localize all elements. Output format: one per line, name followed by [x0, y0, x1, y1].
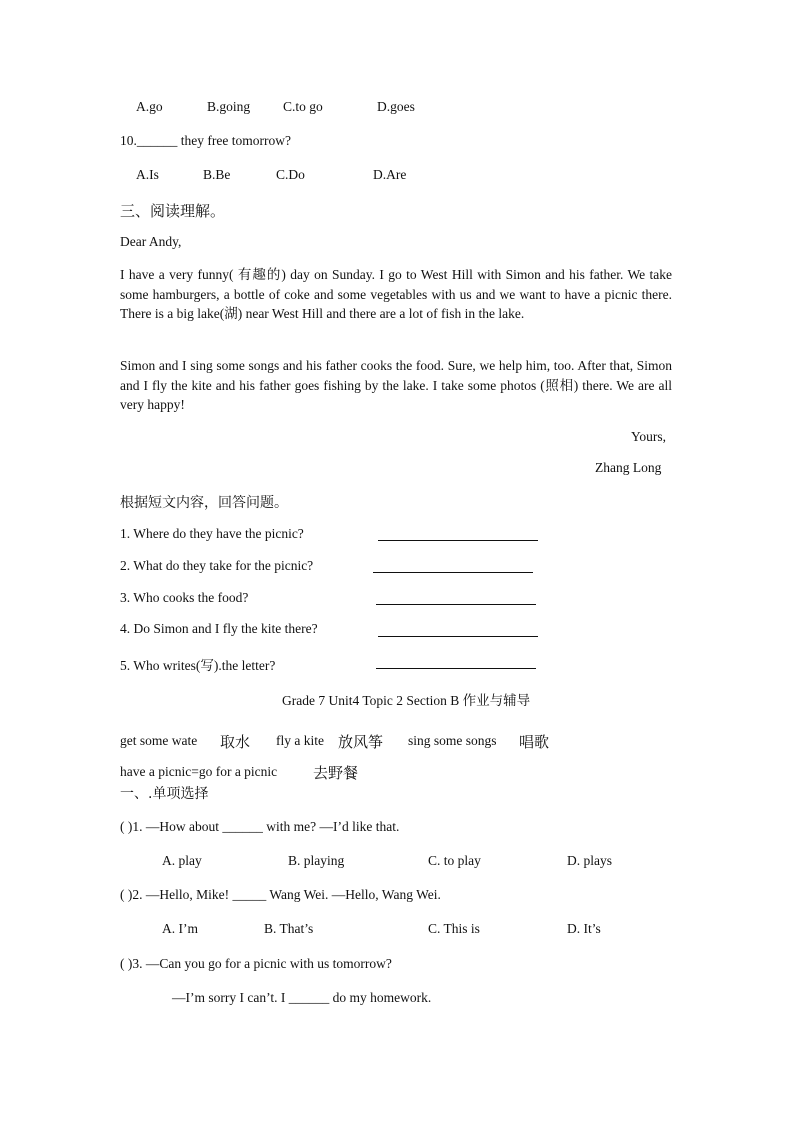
phrase-3-en: sing some songs — [408, 733, 497, 748]
choice-item-2 — [120, 887, 441, 903]
letter-salutation: Dear Andy, — [120, 234, 182, 249]
q10-option-c: C.Do — [276, 167, 305, 182]
answer-line-2[interactable] — [373, 572, 533, 573]
letter-closing: Yours, — [631, 429, 667, 444]
answer-line-1[interactable] — [378, 540, 538, 541]
phrase-2-en: fly a kite — [276, 733, 324, 748]
choice-1-option-d: D. plays — [567, 853, 612, 868]
reading-instruction: 根据短文内容，回答问题。 — [120, 495, 288, 511]
q10-option-b: B.Be — [203, 167, 231, 182]
q9-option-d: D.goes — [377, 99, 415, 114]
phrase-2-cn: 放风筝 — [338, 733, 384, 751]
q9-option-a: A.go — [136, 99, 163, 114]
choice-item-1 — [120, 819, 399, 835]
q10-option-d: D.Are — [373, 167, 407, 182]
phrase-4-cn: 去野餐 — [313, 764, 359, 782]
answer-line-5[interactable] — [376, 668, 536, 669]
letter-paragraph-2: Simon and I sing some songs and his father cooks the food. Sure, we help him, too. After that, Simon and I fly the kite and his father goes fishing by the lake. I take some photos (照相) there. We are all very happy! — [120, 358, 672, 412]
reading-question-3: 3. Who cooks the food? — [120, 590, 249, 605]
phrase-3-cn: 唱歌 — [519, 733, 550, 751]
answer-line-3[interactable] — [376, 604, 536, 605]
choice-stem-1: 1. —How about ______ with me? —I’d like that. — [132, 819, 400, 834]
answer-paren-2[interactable]: ( ) — [120, 887, 133, 902]
q9-option-b: B.going — [207, 99, 251, 114]
choice-stem-2: 2. —Hello, Mike! _____ Wang Wei. —Hello, Wang Wei. — [132, 887, 441, 902]
letter-paragraph-1: I have a very funny( 有趣的) day on Sunday. I go to West Hill with Simon and his father. We take some hamburgers, a bottle of coke and some vegetables with us and we want to have a picnic there. There is a big lake(湖) near West Hill and there are a lot of fish in the lake. — [120, 267, 672, 321]
choice-2-option-b: B. That’s — [264, 921, 314, 936]
choice-2-option-a: A. I’m — [162, 921, 198, 936]
choice-3-line-2: —I’m sorry I can’t. I ______ do my homework. — [172, 990, 432, 1005]
choice-stem-3: 3. —Can you go for a picnic with us tomorrow? — [132, 956, 392, 971]
q10-text: they free tomorrow? — [177, 133, 291, 148]
single-choice-heading: 一、.单项选择 — [120, 786, 209, 802]
choice-1-option-b: B. playing — [288, 853, 345, 868]
choice-1-option-c: C. to play — [428, 853, 481, 868]
reading-question-5: 5. Who writes(写).the letter? — [120, 658, 276, 673]
reading-heading: 三、阅读理解。 — [120, 202, 226, 220]
phrase-1-en: get some wate — [120, 733, 198, 748]
reading-question-1: 1. Where do they have the picnic? — [120, 526, 304, 541]
answer-line-4[interactable] — [378, 636, 538, 637]
phrase-4-en: have a picnic=go for a picnic — [120, 764, 278, 779]
phrase-1-cn: 取水 — [220, 733, 251, 751]
choice-1-option-a: A. play — [162, 853, 202, 868]
q10-blank: ______ — [136, 133, 178, 148]
choice-2-option-d: D. It’s — [567, 921, 601, 936]
q10-number: 10. — [120, 133, 137, 148]
answer-paren-1[interactable]: ( ) — [120, 819, 133, 834]
reading-question-2: 2. What do they take for the picnic? — [120, 558, 314, 573]
letter-signature: Zhang Long — [595, 460, 662, 475]
q10-option-a: A.Is — [136, 167, 159, 182]
answer-paren-3[interactable]: ( ) — [120, 956, 133, 971]
choice-2-option-c: C. This is — [428, 921, 480, 936]
section-b-title: Grade 7 Unit4 Topic 2 Section B 作业与辅导 — [282, 693, 531, 708]
choice-item-3 — [120, 956, 392, 972]
q9-option-c: C.to go — [283, 99, 323, 114]
reading-question-4: 4. Do Simon and I fly the kite there? — [120, 621, 318, 636]
q10-stem — [120, 133, 291, 149]
